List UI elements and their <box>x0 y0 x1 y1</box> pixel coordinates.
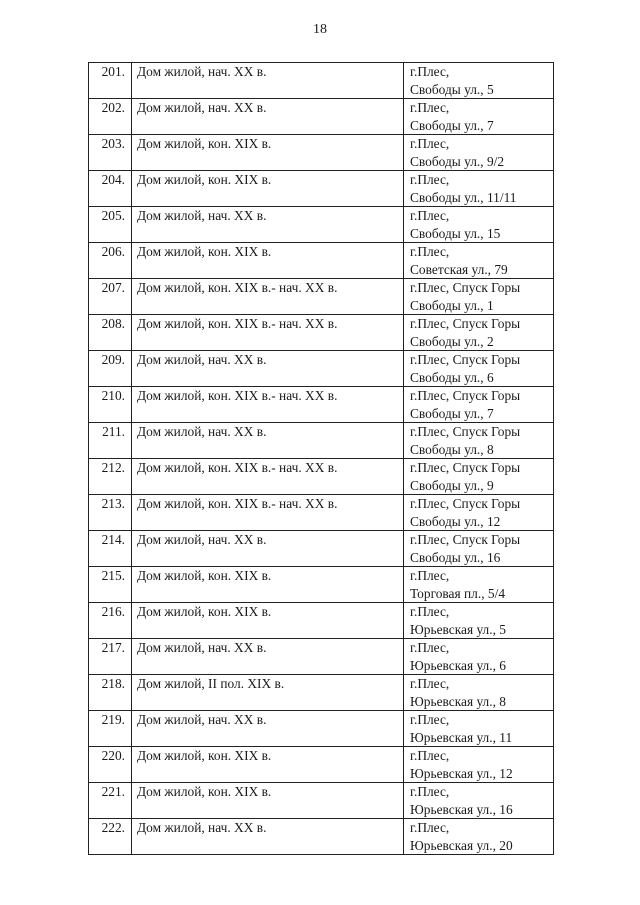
address-line-city: г.Плес, <box>410 748 450 763</box>
address-line-city: г.Плес, <box>410 100 450 115</box>
address-line-street: Свободы ул., 6 <box>410 369 494 385</box>
object-address <box>404 747 554 783</box>
object-name: Дом жилой, нач. XX в. <box>132 531 404 567</box>
table-row <box>89 243 554 279</box>
address-line-street: Юрьевская ул., 20 <box>410 837 513 853</box>
object-address <box>404 423 554 459</box>
address-line-street: Юрьевская ул., 5 <box>410 621 506 637</box>
object-name: Дом жилой, нач. XX в. <box>132 63 404 99</box>
object-address <box>404 135 554 171</box>
row-number: 217. <box>89 639 132 675</box>
address-line-street: Свободы ул., 16 <box>410 549 501 565</box>
table-row <box>89 99 554 135</box>
address-line-street: Свободы ул., 11/11 <box>410 189 517 205</box>
address-line-city: г.Плес, <box>410 208 450 223</box>
object-address <box>404 711 554 747</box>
row-number: 215. <box>89 567 132 603</box>
address-line-city: г.Плес, Спуск Горы <box>410 532 521 547</box>
row-number: 222. <box>89 819 132 855</box>
table-row <box>89 675 554 711</box>
object-name: Дом жилой, кон. XIX в. <box>132 567 404 603</box>
object-name: Дом жилой, нач. XX в. <box>132 351 404 387</box>
object-name: Дом жилой, кон. XIX в. <box>132 783 404 819</box>
address-line-city: г.Плес, <box>410 244 450 259</box>
row-number: 218. <box>89 675 132 711</box>
row-number: 208. <box>89 315 132 351</box>
address-line-street: Торговая пл., 5/4 <box>410 585 506 601</box>
object-address <box>404 243 554 279</box>
table-row <box>89 567 554 603</box>
address-line-city: г.Плес, Спуск Горы <box>410 460 521 475</box>
address-line-city: г.Плес, <box>410 64 450 79</box>
row-number: 206. <box>89 243 132 279</box>
object-address <box>404 99 554 135</box>
address-line-city: г.Плес, <box>410 568 450 583</box>
row-number: 213. <box>89 495 132 531</box>
object-name: Дом жилой, нач. XX в. <box>132 99 404 135</box>
row-number: 204. <box>89 171 132 207</box>
object-address <box>404 351 554 387</box>
table-row <box>89 459 554 495</box>
object-address <box>404 531 554 567</box>
address-line-city: г.Плес, Спуск Горы <box>410 316 521 331</box>
object-name: Дом жилой, нач. XX в. <box>132 207 404 243</box>
object-name: Дом жилой, кон. XIX в.- нач. XX в. <box>132 387 404 423</box>
heritage-registry-table <box>88 62 554 855</box>
object-name: Дом жилой, кон. XIX в. <box>132 747 404 783</box>
table-row <box>89 279 554 315</box>
page-number: 18 <box>313 22 327 37</box>
row-number: 214. <box>89 531 132 567</box>
table-row <box>89 63 554 99</box>
object-name: Дом жилой, нач. XX в. <box>132 819 404 855</box>
table-row <box>89 711 554 747</box>
row-number: 212. <box>89 459 132 495</box>
address-line-street: Свободы ул., 8 <box>410 441 494 457</box>
address-line-street: Свободы ул., 9/2 <box>410 153 505 169</box>
row-number: 219. <box>89 711 132 747</box>
address-line-city: г.Плес, <box>410 136 450 151</box>
address-line-city: г.Плес, <box>410 712 450 727</box>
object-name: Дом жилой, кон. XIX в.- нач. XX в. <box>132 315 404 351</box>
object-name: Дом жилой, кон. XIX в.- нач. XX в. <box>132 495 404 531</box>
address-line-street: Свободы ул., 2 <box>410 333 494 349</box>
object-name: Дом жилой, нач. XX в. <box>132 423 404 459</box>
address-line-city: г.Плес, <box>410 820 450 835</box>
row-number: 211. <box>89 423 132 459</box>
object-name: Дом жилой, кон. XIX в. <box>132 135 404 171</box>
address-line-city: г.Плес, <box>410 784 450 799</box>
object-address <box>404 495 554 531</box>
object-address <box>404 387 554 423</box>
table-row <box>89 351 554 387</box>
address-line-street: Юрьевская ул., 11 <box>410 729 513 745</box>
object-name: Дом жилой, кон. XIX в. <box>132 603 404 639</box>
address-line-city: г.Плес, <box>410 676 450 691</box>
row-number: 220. <box>89 747 132 783</box>
row-number: 203. <box>89 135 132 171</box>
object-address <box>404 315 554 351</box>
address-line-street: Юрьевская ул., 8 <box>410 693 506 709</box>
object-address <box>404 63 554 99</box>
row-number: 210. <box>89 387 132 423</box>
address-line-city: г.Плес, Спуск Горы <box>410 424 521 439</box>
table-row <box>89 315 554 351</box>
table-row <box>89 603 554 639</box>
address-line-street: Советская ул., 79 <box>410 261 508 277</box>
object-address <box>404 603 554 639</box>
row-number: 205. <box>89 207 132 243</box>
address-line-street: Свободы ул., 7 <box>410 405 494 421</box>
object-name: Дом жилой, кон. XIX в. <box>132 243 404 279</box>
object-address <box>404 567 554 603</box>
address-line-city: г.Плес, <box>410 640 450 655</box>
object-name: Дом жилой, II пол. XIX в. <box>132 675 404 711</box>
table-row <box>89 819 554 855</box>
object-address <box>404 207 554 243</box>
row-number: 207. <box>89 279 132 315</box>
address-line-street: Свободы ул., 5 <box>410 81 494 97</box>
address-line-city: г.Плес, Спуск Горы <box>410 388 521 403</box>
table-row <box>89 747 554 783</box>
table-row <box>89 531 554 567</box>
object-name: Дом жилой, нач. XX в. <box>132 711 404 747</box>
address-line-street: Свободы ул., 15 <box>410 225 501 241</box>
address-line-street: Юрьевская ул., 6 <box>410 657 506 673</box>
object-name: Дом жилой, нач. XX в. <box>132 639 404 675</box>
object-name: Дом жилой, кон. XIX в.- нач. XX в. <box>132 279 404 315</box>
address-line-city: г.Плес, <box>410 172 450 187</box>
address-line-city: г.Плес, Спуск Горы <box>410 496 521 511</box>
table-row <box>89 387 554 423</box>
address-line-street: Свободы ул., 9 <box>410 477 494 493</box>
table-row <box>89 207 554 243</box>
object-name: Дом жилой, кон. XIX в.- нач. XX в. <box>132 459 404 495</box>
object-address <box>404 171 554 207</box>
row-number: 221. <box>89 783 132 819</box>
address-line-street: Свободы ул., 7 <box>410 117 494 133</box>
object-address <box>404 783 554 819</box>
row-number: 216. <box>89 603 132 639</box>
address-line-city: г.Плес, Спуск Горы <box>410 352 521 367</box>
table-row <box>89 783 554 819</box>
address-line-street: Свободы ул., 1 <box>410 297 494 313</box>
table-row <box>89 171 554 207</box>
row-number: 209. <box>89 351 132 387</box>
row-number: 201. <box>89 63 132 99</box>
address-line-street: Свободы ул., 12 <box>410 513 501 529</box>
object-address <box>404 639 554 675</box>
table-row <box>89 639 554 675</box>
object-address <box>404 675 554 711</box>
table-row <box>89 135 554 171</box>
registry-table-body <box>89 63 554 855</box>
table-row <box>89 495 554 531</box>
address-line-street: Юрьевская ул., 12 <box>410 765 513 781</box>
object-address <box>404 279 554 315</box>
object-address <box>404 459 554 495</box>
address-line-city: г.Плес, Спуск Горы <box>410 280 521 295</box>
table-row <box>89 423 554 459</box>
row-number: 202. <box>89 99 132 135</box>
object-address <box>404 819 554 855</box>
object-name: Дом жилой, кон. XIX в. <box>132 171 404 207</box>
address-line-street: Юрьевская ул., 16 <box>410 801 513 817</box>
address-line-city: г.Плес, <box>410 604 450 619</box>
